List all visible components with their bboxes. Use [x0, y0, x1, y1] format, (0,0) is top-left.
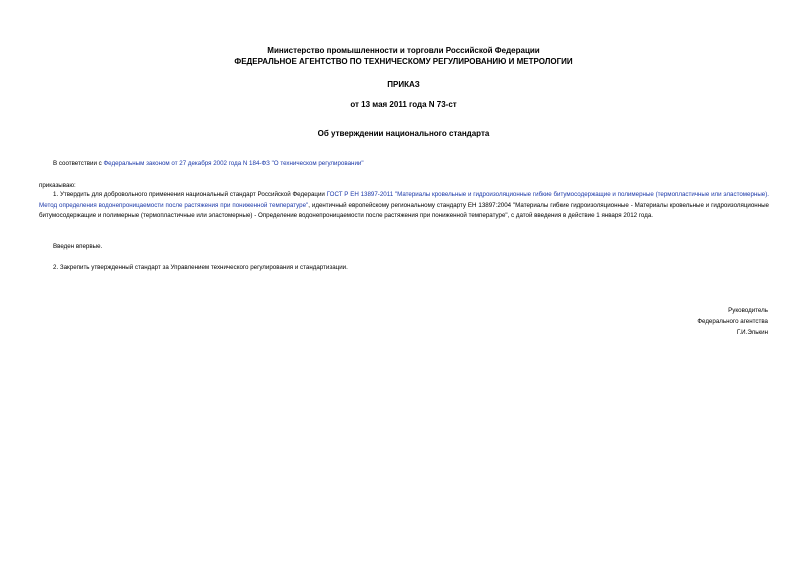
item-1-suffix: , идентичный европейскому региональному стандарту ЕН 13897:2004 "Материалы гибкие гидроизоляционные - Материалы кровельные и гидроизоляционные битумосодержащие и полимерные (термопластичные или эластомерные) - Определение водонепроницаемости после растяжения при пониженной температуре", с датой введения в действие 1 января 2012 года. — [39, 201, 769, 219]
agency-title: ФЕДЕРАЛЬНОЕ АГЕНТСТВО ПО ТЕХНИЧЕСКОМУ РЕГУЛИРОВАНИЮ И МЕТРОЛОГИИ — [234, 57, 573, 66]
document-date-number: от 13 мая 2011 года N 73-ст — [350, 100, 457, 109]
item-2-paragraph: 2. Закрепить утвержденный стандарт за Управлением технического регулирования и стандартизации. — [53, 264, 348, 271]
intro-paragraph — [53, 159, 768, 170]
document-subject: Об утверждении национального стандарта — [317, 129, 490, 138]
item-1-paragraph — [39, 190, 769, 222]
first-time-note: Введен впервые. — [53, 243, 103, 250]
ministry-title: Министерство промышленности и торговли Российской Федерации — [267, 46, 540, 55]
signature-agency: Федерального агентства — [697, 318, 768, 325]
item-1-prefix: 1. Утвердить для добровольного применения национальный стандарт Российской Федерации — [53, 191, 327, 198]
intro-prefix: В соответствии с — [53, 160, 104, 167]
federal-law-link[interactable]: Федеральным законом от 27 декабря 2002 года N 184-ФЗ "О техническом регулировании" — [103, 160, 364, 167]
signature-name: Г.И.Элькин — [736, 329, 768, 336]
signature-block — [697, 305, 768, 338]
document-type: ПРИКАЗ — [387, 80, 420, 89]
order-word: приказываю: — [39, 182, 76, 189]
gost-standard-link[interactable]: ГОСТ Р ЕН 13897-2011 "Материалы кровельные и гидроизоляционные гибкие битумосодержащие и полимерные (термопластичные или эластомерные). Метод определения водонепроницаемости после растяжения при пониженной температуре" — [39, 191, 769, 209]
signature-position: Руководитель — [728, 307, 768, 314]
